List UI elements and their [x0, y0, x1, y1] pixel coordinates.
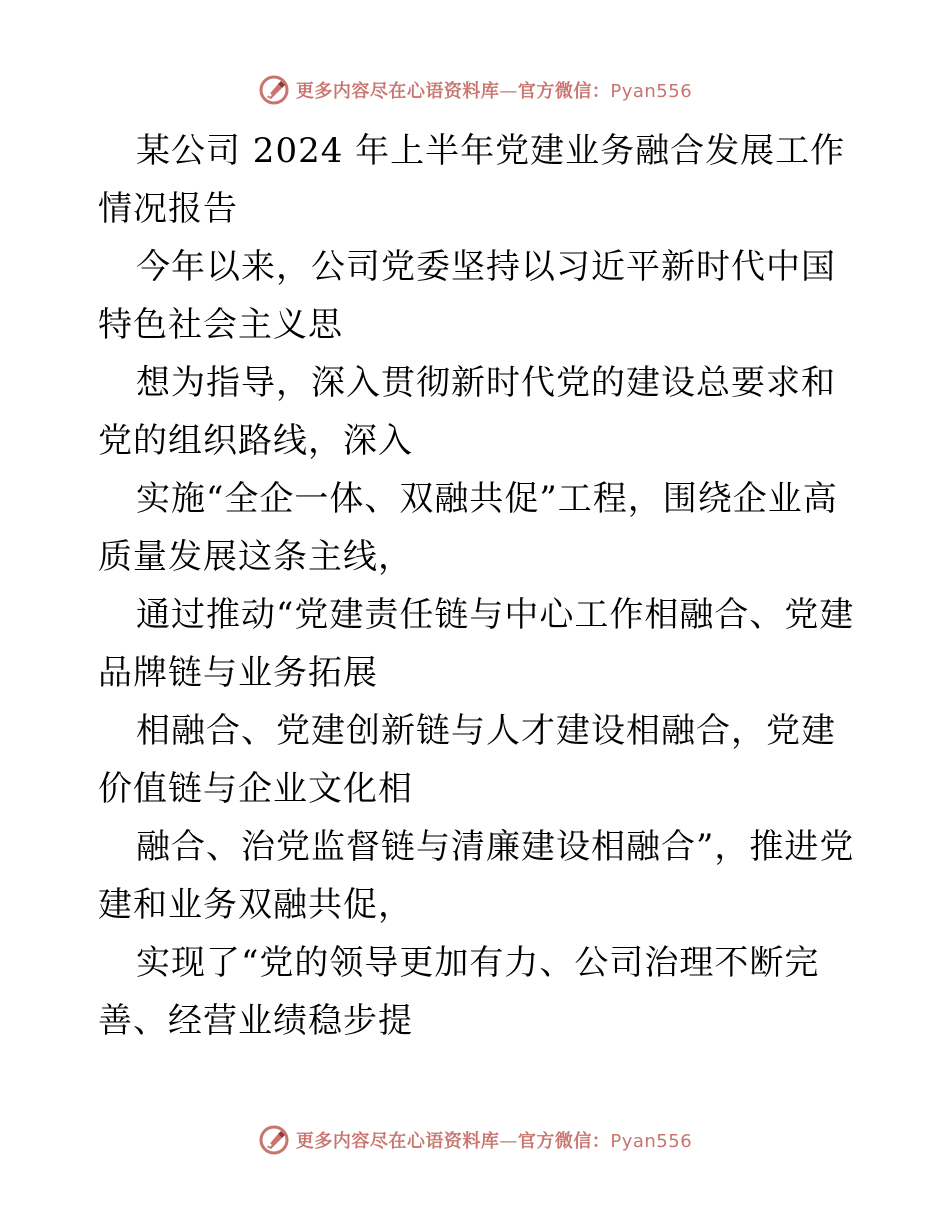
- watermark-code: Pyan556: [610, 1131, 693, 1152]
- watermark-text: [296, 1127, 692, 1153]
- watermark-contact: 官方微信：: [517, 81, 611, 102]
- paragraph-line: 想为指导，深入贯彻新时代党的建设总要求和党的组织路线，深入: [98, 363, 836, 461]
- watermark-separator: —: [499, 1131, 518, 1152]
- header-watermark: [0, 74, 950, 106]
- watermark-main: 更多内容尽在心语资料库: [295, 81, 500, 102]
- pen-nib-icon: [258, 1124, 290, 1156]
- footer-watermark: [0, 1124, 950, 1156]
- paragraph-line: 实现了“党的领导更加有力、公司治理不断完善、经营业绩稳步提: [98, 943, 820, 1041]
- document-title: 某公司 2024 年上半年党建业务融合发展工作情况报告: [98, 131, 846, 229]
- paragraph-line: 融合、治党监督链与清廉建设相融合”，推进党建和业务双融共促，: [98, 827, 855, 925]
- paragraph-line: 相融合、党建创新链与人才建设相融合，党建价值链与企业文化相: [98, 711, 836, 809]
- watermark-main: 更多内容尽在心语资料库: [295, 1131, 500, 1152]
- paragraph-line: 实施“全企一体、双融共促”工程，围绕企业高质量发展这条主线，: [98, 479, 838, 577]
- watermark-text: [296, 77, 692, 103]
- paragraph-line: 今年以来，公司党委坚持以习近平新时代中国特色社会主义思: [98, 247, 836, 345]
- paragraph-line: 通过推动“党建责任链与中心工作相融合、党建品牌链与业务拓展: [98, 595, 855, 693]
- watermark-code: Pyan556: [610, 81, 693, 102]
- watermark-separator: —: [499, 81, 518, 102]
- pen-nib-icon: [258, 74, 290, 106]
- document-body: [98, 122, 858, 1050]
- watermark-contact: 官方微信：: [517, 1131, 611, 1152]
